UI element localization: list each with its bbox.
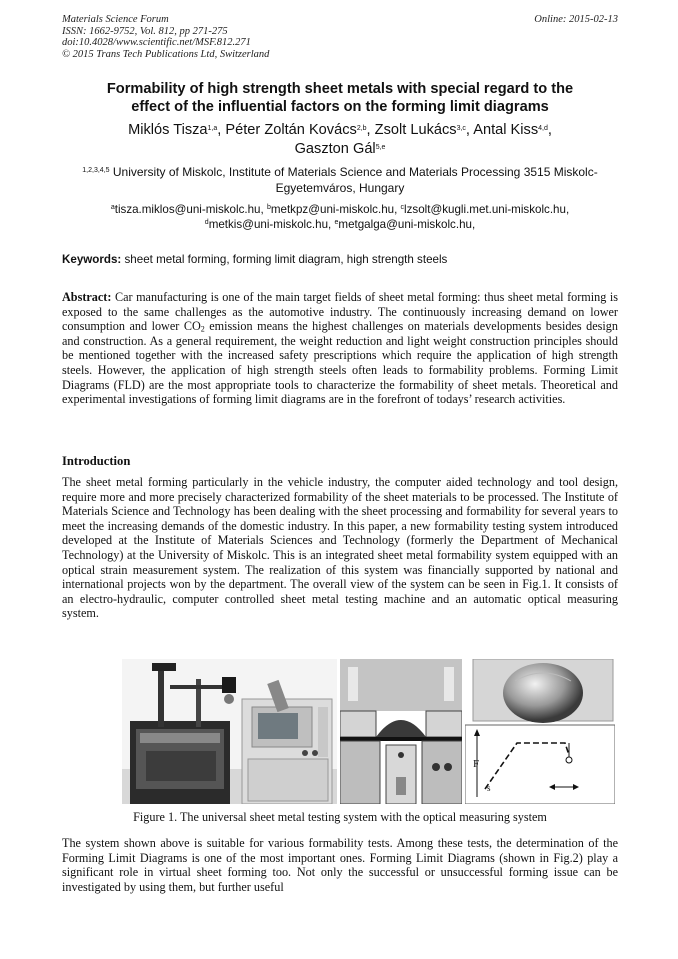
email-sup: a [110,204,115,212]
abstract-label: Abstract: [62,290,112,304]
keywords [62,252,618,267]
abstract [62,290,618,407]
figure-1 [122,659,615,804]
author-affil-sup: 1,a [207,125,218,133]
author-name: Péter Zoltán Kovács [225,122,357,138]
testing-machine-photo [122,659,337,804]
author-sep: , [465,122,474,138]
section-heading-introduction: Introduction [62,454,131,468]
journal-issn: ISSN: 1662-9752, Vol. 812, pp 271-275 [62,25,228,37]
affiliation [62,164,618,196]
email-sup: c [400,204,405,212]
stroke-axis-label: s [487,783,491,793]
continuation-paragraph: The system shown above is suitable for various formability tests. Among these tests, the determination of the Forming Limit Diagrams is one of the most important ones. Forming Limit Diagrams (shown in Fig.2) play a significant role in virtual sheet forming too. Not only the successful or unsuccessful forming issue can be investigated by using them, but further useful [62,836,618,894]
author-affil-sup: 5,e [375,144,386,152]
email-b: metkpz@uni-miskolc.hu, [270,203,401,216]
email-a: tisza.miklos@uni-miskolc.hu, [114,203,267,216]
figure-1-caption: Figure 1. The universal sheet metal testing system with the optical measuring system [133,810,547,824]
introduction-paragraph: The sheet metal forming particularly in the vehicle industry, the computer aided technology and tool design, require more and more precisely characterized formability of the sheet materials to be processed. The Institute of Materials Science and Technology has been dealing with the sheet processing and formability for several years to meet the increasing demands of the domestic industry. In this paper, a new formability testing system introduced developed at the Institute of Materials Sciences and Technology (formerly the Department of Mechanical Technology) at the University of Miskolc. This is an integrated sheet metal formability system equipped with an optical strain measurement system. The realization of this system was financially supported by national and international projects won by the department. The overall view of the system can be seen in Fig.1. It consists of an electro-hydraulic, computer controlled sheet metal testing machine and an automatic optical measuring system. [62,475,618,621]
email-e: metgalga@uni-miskolc.hu, [338,218,476,231]
journal-header [62,14,618,60]
email-sup: b [266,204,271,212]
force-axis-label: F [473,758,480,770]
email-sup: d [204,219,209,227]
title-line-1: Formability of high strength sheet metals with special regard to the [106,81,574,97]
testing-machine-illustration [122,659,337,804]
affiliation-line-1: University of Miskolc, Institute of Materials Science and Materials Processing 3515 Miskolc- [109,165,598,179]
journal-doi: doi:10.4028/www.scientific.net/MSF.812.271 [62,37,251,49]
keywords-text: sheet metal forming, forming limit diagram, high strength steels [121,253,448,266]
abstract-text-2: emission means the highest challenges on materials developments besides design and construction. As a general requirement, the weight reduction and light weight construction principles should be mentioned together with the increased safety prescriptions which require the application of high strength steels. However, the application of high strength steels often leads to formability problems. Forming Limit Diagrams (FLD) are the most appropriate tools to characterize the formability of sheet metals. Theoretical and experimental investigations of forming limit diagrams are in the forefront of todays’ research activities. [62,319,618,407]
title-line-2: effect of the influential factors on the forming limit diagrams [131,99,549,115]
affiliation-sup: 1,2,3,4,5 [82,167,110,175]
abstract-text-1: Car manufacturing is one of the main target fields of sheet metal forming: thus sheet metal forming is exposed to the same challenges as the automotive industry. The continuously increasing demand on lower consumption and lower CO [62,290,618,334]
affiliation-line-2: Egyetemváros, Hungary [275,181,405,195]
author-list [62,121,618,159]
author-affil-sup: 3,c [456,125,466,133]
dome-and-force-diagram [465,659,615,804]
dome-force-illustration [465,659,615,804]
keywords-label: Keywords: [62,253,122,266]
online-date: Online: 2015-02-13 [534,14,618,25]
author-name: Gaszton Gál [294,141,376,157]
author-sep: , [366,122,375,138]
author-name: Miklós Tisza [128,122,208,138]
journal-name: Materials Science Forum [62,14,169,25]
email-sup: e [334,219,339,227]
author-sep: , [547,122,552,138]
email-c: lzsolt@kugli.met.uni-miskolc.hu, [404,203,570,216]
author-sep: , [217,122,226,138]
author-name: Zsolt Lukács [374,122,457,138]
author-affil-sup: 2,b [356,125,367,133]
author-name: Antal Kiss [473,122,539,138]
co2-subscript: 2 [200,324,205,334]
die-schematic [340,659,462,804]
journal-copyright: © 2015 Trans Tech Publications Ltd, Switzerland [62,48,270,60]
author-affil-sup: 4,d [538,125,548,133]
email-d: metkis@uni-miskolc.hu, [208,218,335,231]
paper-title [62,80,618,116]
email-list [62,202,618,232]
die-cross-section-illustration [340,659,462,804]
